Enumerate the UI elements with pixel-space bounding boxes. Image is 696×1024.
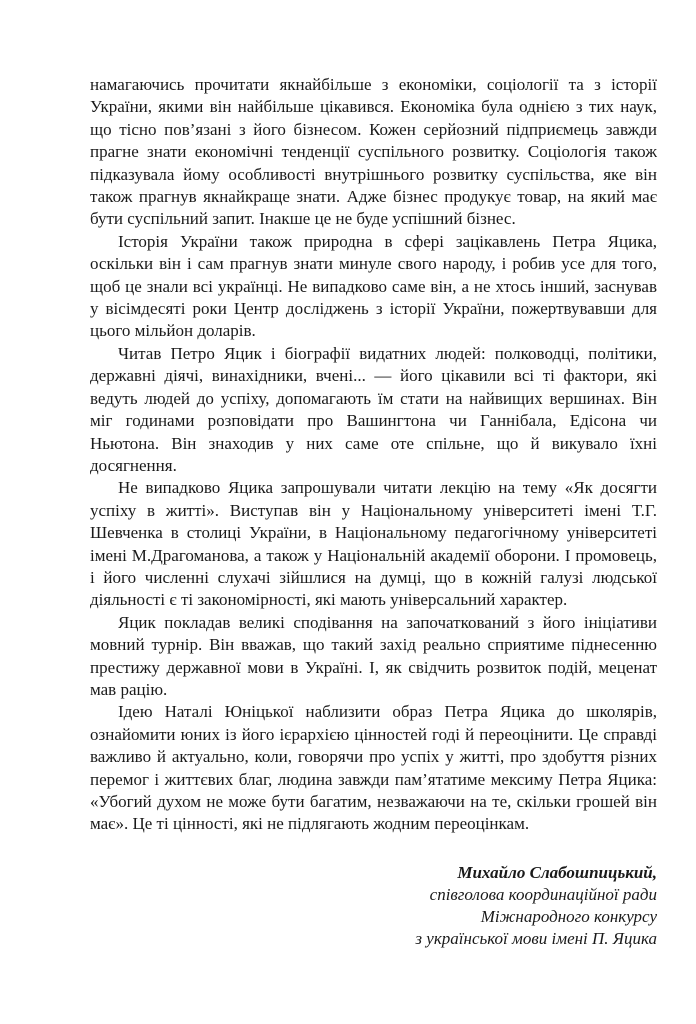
paragraph-2: Історія України також природна в сфері зацікавлень Петра Яцика, оскільки він і сам прагнув знати минуле свого народу, і робив усе для того, щоб це знали всі українці. Не випадково саме він, а не хтось інший, заснував у вісімдесяті роки Центр досліджень з історії України, пожертвувавши для цього мільйон доларів. (90, 231, 657, 341)
author-signature (90, 862, 657, 950)
paragraph-6: Ідею Наталі Юніцької наблизити образ Петра Яцика до школярів, ознайомити юних із його ієрархією цінностей годі й переоцінити. Це справді важливо й актуально, коли, говорячи про успіх у житті, про здобуття різних перемог і життєвих благ, людина завжди пам’ятатиме мексиму Петра Яцика: «Убогий духом не може бути багатим, незважаючи на те, скільки грошей він має». Це ті цінності, які не підлягають жодним переоцінкам. (90, 702, 657, 834)
paragraph-3: Читав Петро Яцик і біографії видатних людей: полководці, політики, державні діячі, винахідники, вчені... — його цікавили всі ті фактори, які ведуть людей до успіху, допомагають їм стати на найвищих вершинах. Він міг годинами розповідати про Вашингтона чи Ганнібала, Едісона чи Ньютона. Він знаходив у них саме оте спільне, що й викувало їхні досягнення. (90, 343, 657, 475)
document-page (90, 74, 657, 950)
paragraph-4: Не випадково Яцика запрошували читати лекцію на тему «Як досягти успіху в житті». Виступав він у Національному університеті імені Т.Г. Шевченка в столиці України, в Національному педагогічному університеті імені М.Драгоманова, а також у Національній академії оборони. І промовець, і його численні слухачі зійшлися на думці, що в кожній галузі людської діяльності є ті закономірності, які мають універсальний характер. (90, 478, 657, 610)
paragraph-1: намагаючись прочитати якнайбільше з економіки, соціології та з історії України, якими він найбільше цікавився. Економіка була однією з тих наук, що тісно пов’язані з його бізнесом. Кожен серйозний підприємець завжди прагне знати економічні тенденції суспільного розвитку. Соціологія також підказувала йому особливості внутрішнього розвитку суспільства, яке він також прагнув якнайкраще знати. Адже бізнес продукує товар, на який має бути суспільний запит. Інакше це не буде успішний бізнес. (90, 75, 657, 229)
author-role-line-1: співголова координаційної ради (429, 884, 657, 904)
article-body (90, 74, 657, 836)
paragraph-5: Яцик покладав великі сподівання на започаткований з його ініціативи мовний турнір. Він вважав, що такий захід реально сприятиме піднесенню престижу державної мови в Україні. І, як свідчить розвиток подій, меценат мав рацію. (90, 612, 657, 699)
author-role-line-2: Міжнародного конкурсу (480, 906, 657, 926)
author-role-line-3: з української мови імені П. Яцика (415, 928, 657, 948)
author-name: Михайло Слабошпицький, (457, 862, 657, 882)
